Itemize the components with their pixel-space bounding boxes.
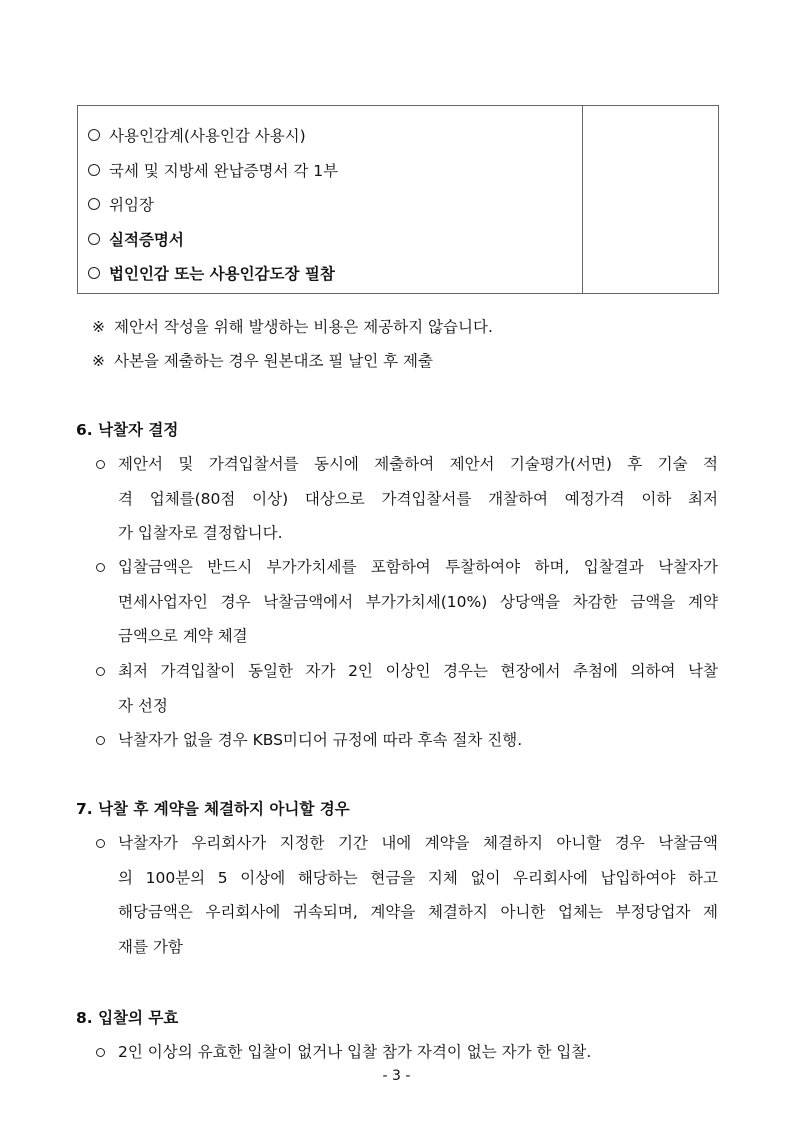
note-text: 사본을 제출하는 경우 원본대조 필 날인 후 제출 bbox=[114, 352, 433, 370]
circle-bullet-icon bbox=[96, 839, 105, 848]
document-item bbox=[88, 153, 568, 188]
table-column-divider bbox=[582, 106, 583, 293]
circle-bullet-icon bbox=[96, 563, 105, 572]
item-line: 면세사업자인 경우 낙찰금액에서 부가가치세(10%) 상당액을 차감한 금액을 계약 bbox=[118, 592, 718, 611]
item-line: 격 업체를(80점 이상) 대상으로 가격입찰서를 개찰하여 예정가격 이하 최저 bbox=[118, 489, 718, 508]
circle-bullet-icon bbox=[88, 164, 100, 176]
item-line: 금액으로 계약 체결 bbox=[118, 627, 248, 645]
document-item bbox=[88, 256, 568, 291]
item-line: 의 100분의 5 이상에 해당하는 현금을 지체 없이 우리회사에 납입하여야 하고 bbox=[118, 868, 718, 887]
document-item bbox=[88, 187, 568, 222]
document-list bbox=[88, 118, 568, 291]
document-item-text: 위임장 bbox=[109, 196, 154, 215]
required-documents-table bbox=[77, 105, 719, 294]
section-heading: 7. 낙찰 후 계약을 체결하지 아니할 경우 bbox=[76, 800, 350, 818]
item-line: 최저 가격입찰이 동일한 자가 2인 이상인 경우는 현장에서 추첨에 의하여 낙찰 bbox=[118, 662, 718, 680]
list-item bbox=[96, 728, 718, 763]
list-item bbox=[96, 555, 718, 659]
item-line: 낙찰자가 없을 경우 KBS미디어 규정에 따라 후속 절차 진행. bbox=[118, 731, 523, 749]
circle-bullet-icon bbox=[96, 1048, 105, 1057]
note-line bbox=[92, 349, 433, 371]
page-number: - 3 - bbox=[382, 1068, 411, 1084]
section-heading: 6. 낙찰자 결정 bbox=[76, 421, 179, 439]
item-line: 2인 이상의 유효한 입찰이 없거나 입찰 참가 자격이 없는 자가 한 입찰. bbox=[118, 1043, 592, 1061]
circle-bullet-icon bbox=[96, 667, 105, 676]
section-heading: 8. 입찰의 무효 bbox=[76, 1009, 179, 1027]
item-line: 제안서 및 가격입찰서를 동시에 제출하여 제안서 기술평가(서면) 후 기술 적 bbox=[118, 455, 718, 473]
list-item bbox=[96, 831, 718, 969]
document-item-text: 법인인감 또는 사용인감도장 필참 bbox=[109, 265, 335, 284]
document-item-text: 국세 및 지방세 완납증명서 각 1부 bbox=[109, 161, 339, 180]
circle-bullet-icon bbox=[88, 129, 100, 141]
circle-bullet-icon bbox=[88, 267, 100, 279]
circle-bullet-icon bbox=[96, 736, 105, 745]
document-item bbox=[88, 222, 568, 257]
reference-mark: ※ bbox=[92, 352, 105, 370]
note-text: 제안서 작성을 위해 발생하는 비용은 제공하지 않습니다. bbox=[114, 318, 493, 336]
list-item bbox=[96, 659, 718, 728]
note-line bbox=[92, 315, 493, 337]
item-line: 낙찰자가 우리회사가 지정한 기간 내에 계약을 체결하지 아니할 경우 낙찰금액 bbox=[118, 834, 718, 852]
circle-bullet-icon bbox=[96, 460, 105, 469]
item-line: 입찰금액은 반드시 부가가치세를 포함하여 투찰하여야 하며, 입찰결과 낙찰자가 bbox=[118, 558, 718, 576]
item-line: 자 선정 bbox=[118, 696, 168, 715]
document-item-text: 사용인감계(사용인감 사용시) bbox=[109, 127, 306, 146]
circle-bullet-icon bbox=[88, 198, 100, 210]
item-line: 재를 가함 bbox=[118, 937, 183, 956]
circle-bullet-icon bbox=[88, 233, 100, 245]
document-item-text: 실적증명서 bbox=[109, 230, 184, 249]
list-item bbox=[96, 452, 718, 556]
document-item bbox=[88, 118, 568, 153]
item-line: 해당금액은 우리회사에 귀속되며, 계약을 체결하지 아니한 업체는 부정당업자 제 bbox=[118, 903, 718, 921]
reference-mark: ※ bbox=[92, 318, 105, 336]
item-line: 가 입찰자로 결정합니다. bbox=[118, 524, 283, 542]
